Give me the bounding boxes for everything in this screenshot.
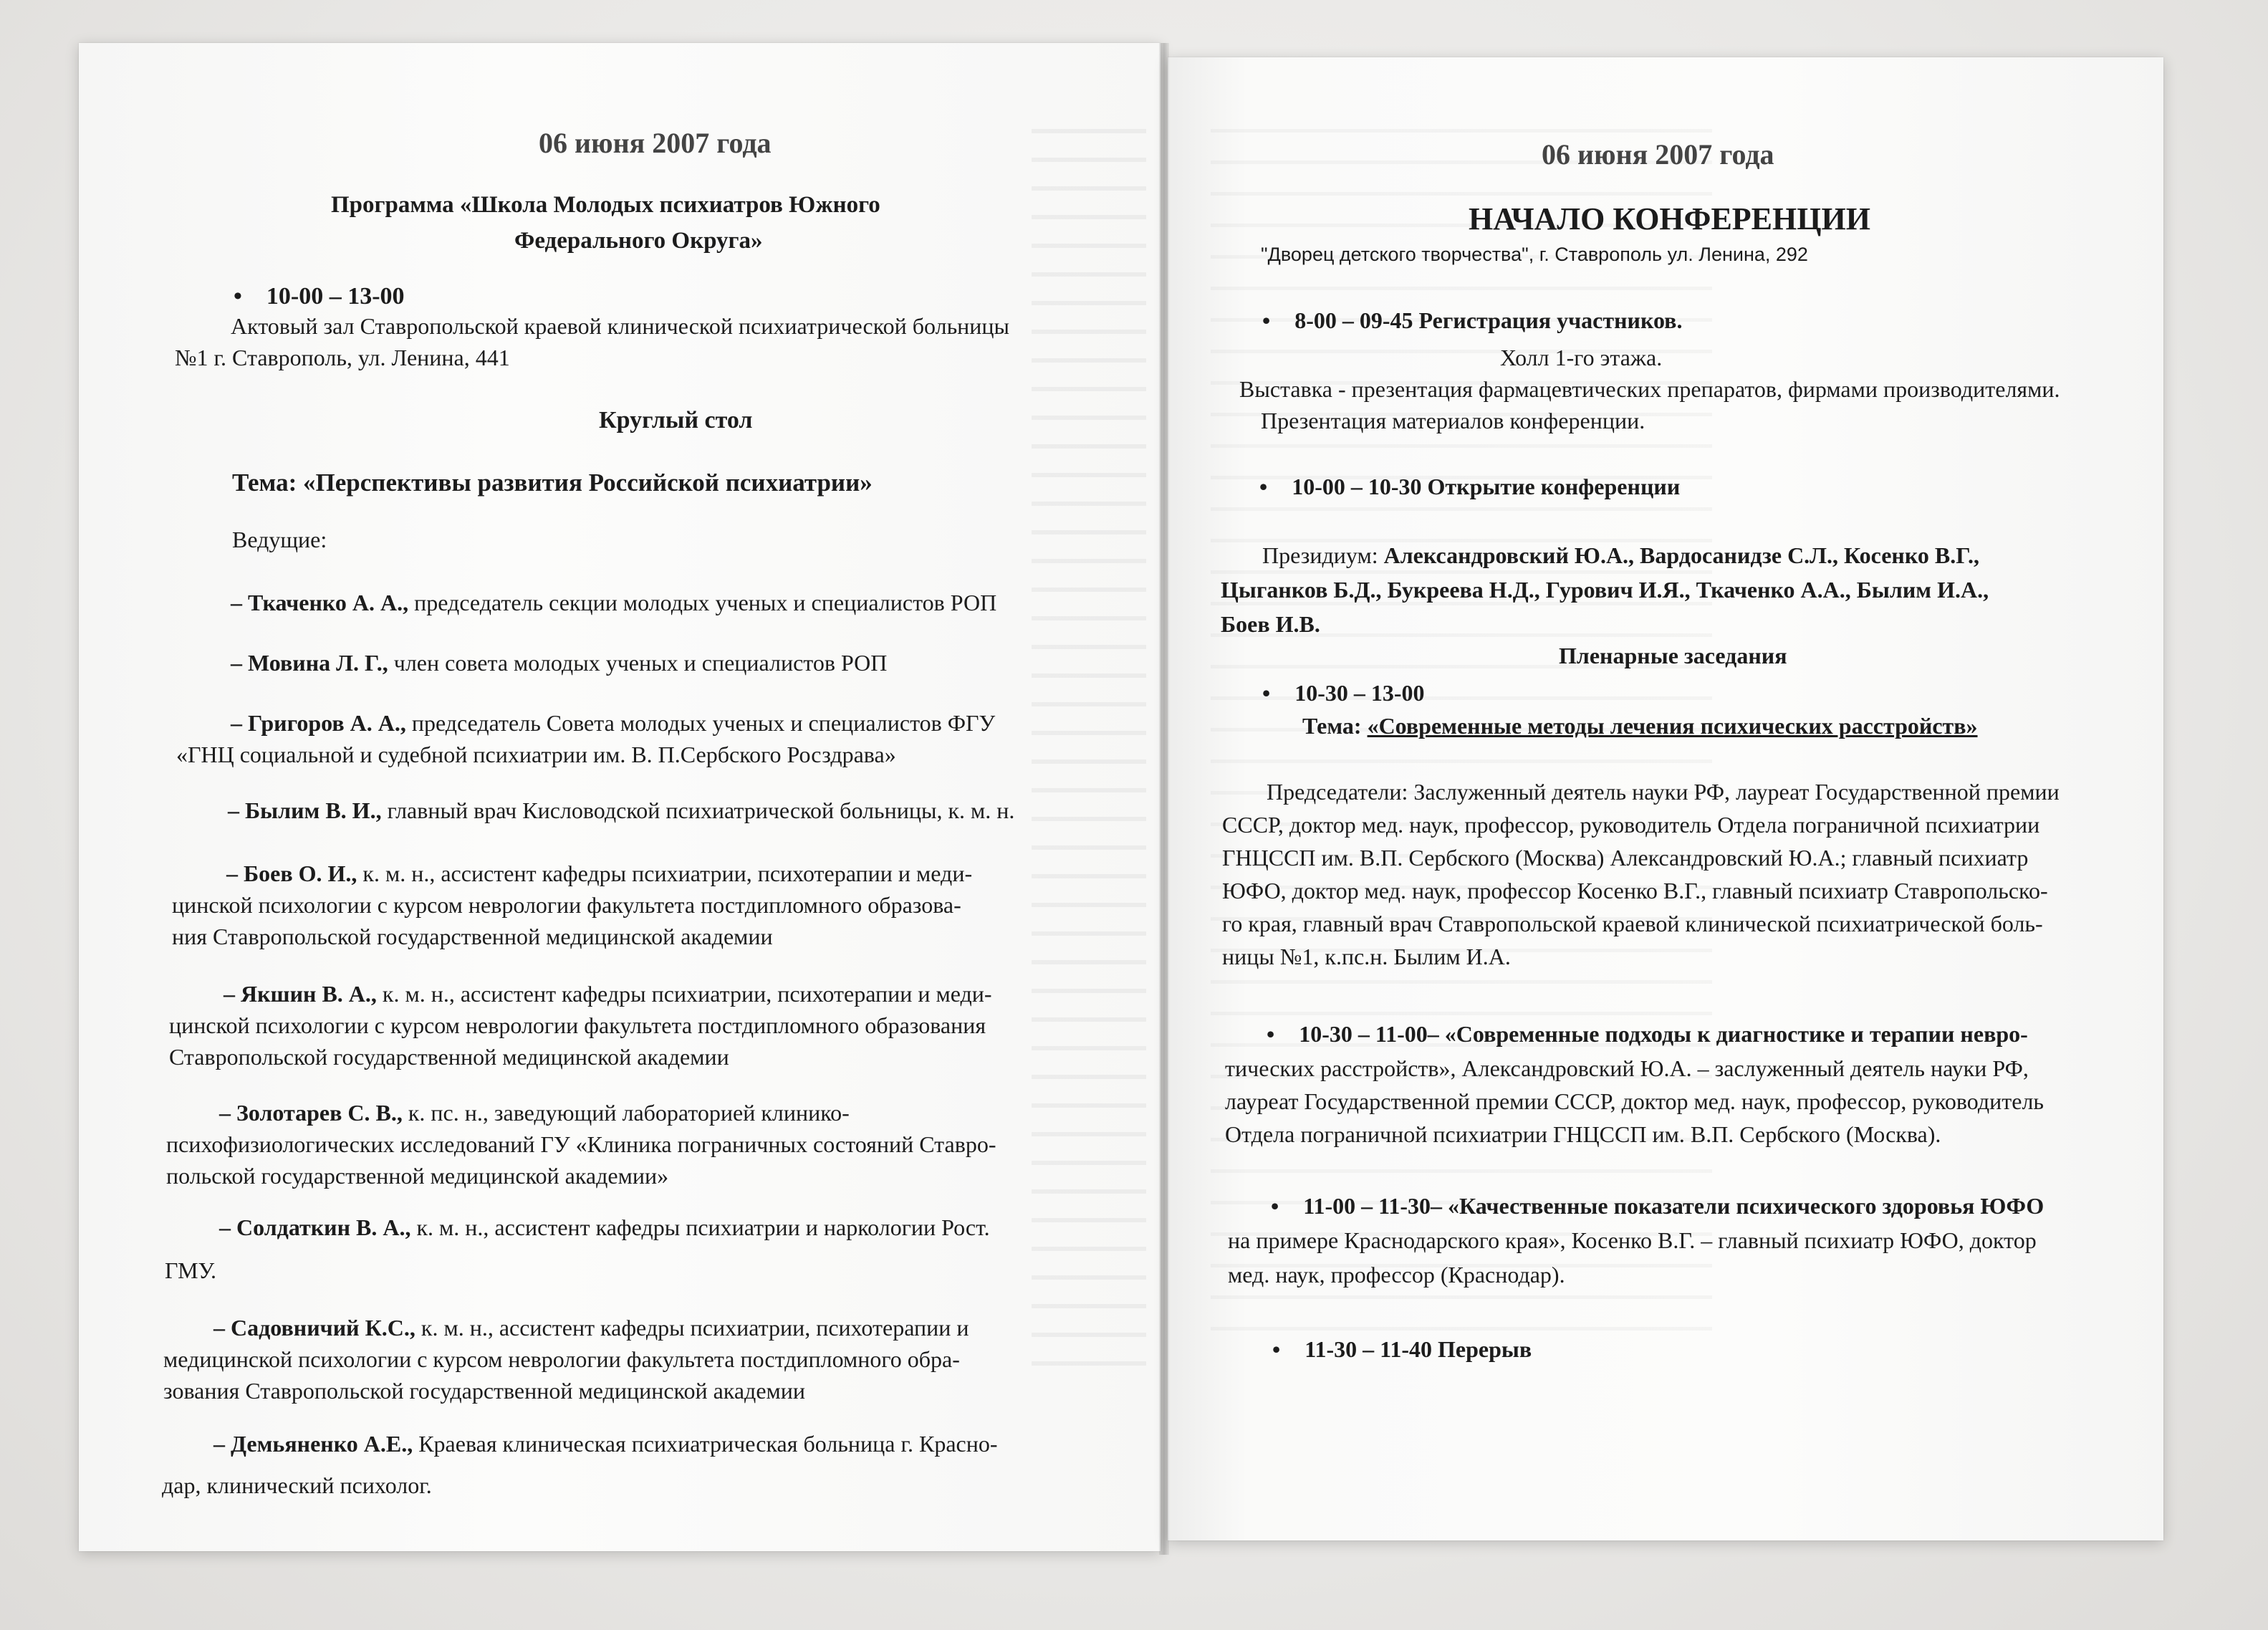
plenary-theme: Тема: «Современные методы лечения психических расстройств» <box>1302 713 1978 739</box>
host-entry: – Мовина Л. Г., член совета молодых ученых и специалистов РОП <box>231 650 888 676</box>
presidium-line3: Боев И.В. <box>1221 611 1320 637</box>
host-entry-cont: психофизиологических исследований ГУ «Клиника пограничных состояний Ставро- <box>166 1131 996 1157</box>
host-entry-cont: зования Ставропольской государственной медицинской академии <box>163 1378 806 1404</box>
left-time: • 10-00 – 13-00 <box>234 283 405 310</box>
program-title-line1: Программа «Школа Молодых психиатров Южного <box>331 192 880 218</box>
registration: • 8-00 – 09-45 Регистрация участников. <box>1262 304 1682 337</box>
host-entry-cont: цинской психологии с курсом неврологии факультета постдипломного образования <box>169 1012 986 1038</box>
venue-line1: Актовый зал Ставропольской краевой клинической психиатрической больницы <box>231 313 1010 339</box>
plenary-heading: Пленарные заседания <box>1559 643 1787 668</box>
talk1-line: тических расстройств», Александровский Ю.А. – заслуженный деятель науки РФ, <box>1225 1055 2029 1081</box>
chairs-line: ницы №1, к.пс.н. Былим И.А. <box>1222 944 1511 969</box>
host-entry: – Былим В. И., главный врач Кисловодской психиатрической больницы, к. м. н. <box>228 797 1015 823</box>
host-entry-cont: ГМУ. <box>165 1257 216 1283</box>
round-table-theme: Тема: «Перспективы развития Российской психиатрии» <box>232 469 873 497</box>
hall: Холл 1-го этажа. <box>1500 345 1663 370</box>
host-entry: – Золотарев С. В., к. пс. н., заведующий лабораторией клинико- <box>219 1100 850 1126</box>
chairs-line: ЮФО, доктор мед. наук, профессор Косенко В.Г., главный психиатр Ставропольско- <box>1222 878 2048 903</box>
conference-venue: "Дворец детского творчества", г. Ставрополь ул. Ленина, 292 <box>1261 244 1808 265</box>
host-entry: – Садовничий К.С., к. м. н., ассистент кафедры психиатрии, психотерапии и <box>213 1315 969 1341</box>
host-entry-cont: Ставропольской государственной медицинской академии <box>169 1044 729 1070</box>
chairs-line: ГНЦССП им. В.П. Сербского (Москва) Александровский Ю.А.; главный психиатр <box>1222 845 2029 871</box>
break: • 11-30 – 11-40 Перерыв <box>1272 1333 1532 1366</box>
page-fold <box>1159 43 1169 1555</box>
host-entry-cont: польской государственной медицинской академии» <box>166 1163 669 1189</box>
venue-line2: №1 г. Ставрополь, ул. Ленина, 441 <box>175 345 510 370</box>
chairs-line: Председатели: Заслуженный деятель науки РФ, лауреат Государственной премии <box>1267 779 2060 805</box>
host-entry-cont: медицинской психологии с курсом неврологии факультета постдипломного обра- <box>163 1346 960 1372</box>
round-table: Круглый стол <box>599 407 753 433</box>
host-entry-cont: «ГНЦ социальной и судебной психиатрии им. В. П.Сербского Росздрава» <box>176 742 896 767</box>
exhibition: Выставка - презентация фармацевтических препаратов, фирмами производителями. <box>1239 376 2060 402</box>
hosts-label: Ведущие: <box>232 527 327 552</box>
right-date: 06 июня 2007 года <box>1542 138 1774 171</box>
talk2-line: на примере Краснодарского края», Косенко В.Г. – главный психиатр ЮФО, доктор <box>1228 1227 2037 1253</box>
chairs-line: СССР, доктор мед. наук, профессор, руководитель Отдела пограничной психиатрии <box>1222 812 2040 838</box>
host-entry-cont: цинской психологии с курсом неврологии факультета постдипломного образова- <box>172 892 961 918</box>
host-entry: – Якшин В. А., к. м. н., ассистент кафедры психиатрии, психотерапии и меди- <box>224 981 992 1007</box>
opening: • 10-00 – 10-30 Открытие конференции <box>1259 470 1680 503</box>
program-title-line2: Федерального Округа» <box>514 228 763 254</box>
talk1-line: лауреат Государственной премии СССР, доктор мед. наук, профессор, руководитель <box>1225 1088 2044 1114</box>
host-entry: – Солдаткин В. А., к. м. н., ассистент кафедры психиатрии и наркологии Рост. <box>219 1214 990 1240</box>
host-entry-cont: дар, клинический психолог. <box>162 1472 432 1498</box>
host-entry: – Боев О. И., к. м. н., ассистент кафедры психиатрии, психотерапии и меди- <box>226 860 973 886</box>
host-entry: – Демьяненко А.Е., Краевая клиническая психиатрическая больница г. Красно- <box>213 1431 998 1457</box>
materials: Презентация материалов конференции. <box>1261 408 1645 433</box>
host-entry: – Ткаченко А. А., председатель секции молодых ученых и специалистов РОП <box>231 590 997 615</box>
host-entry: – Григоров А. А., председатель Совета молодых ученых и специалистов ФГУ <box>231 710 996 736</box>
talk2-line: мед. наук, профессор (Краснодар). <box>1228 1262 1565 1288</box>
bleed-through-left <box>1032 129 1146 1383</box>
host-entry-cont: ния Ставропольской государственной медицинской академии <box>172 924 773 949</box>
talk1-line: Отдела пограничной психиатрии ГНЦССП им. В.П. Сербского (Москва). <box>1225 1121 1941 1147</box>
talk2-line: • 11-00 – 11-30– «Качественные показатели психического здоровья ЮФО <box>1271 1189 2044 1222</box>
conference-heading: НАЧАЛО КОНФЕРЕНЦИИ <box>1469 201 1870 236</box>
left-date: 06 июня 2007 года <box>539 127 772 159</box>
presidium-line1: Президиум: Александровский Ю.А., Вардосанидзе С.Л., Косенко В.Г., <box>1262 542 1979 568</box>
talk1-line: • 10-30 – 11-00– «Современные подходы к диагностике и терапии невро- <box>1267 1017 2028 1050</box>
presidium-line2: Цыганков Б.Д., Букреева Н.Д., Гурович И.Я., Ткаченко А.А., Былим И.А., <box>1221 577 1989 603</box>
plenary-time: • 10-30 – 13-00 <box>1262 676 1425 709</box>
chairs-line: го края, главный врач Ставропольской краевой клинической психиатрической боль- <box>1222 911 2043 936</box>
